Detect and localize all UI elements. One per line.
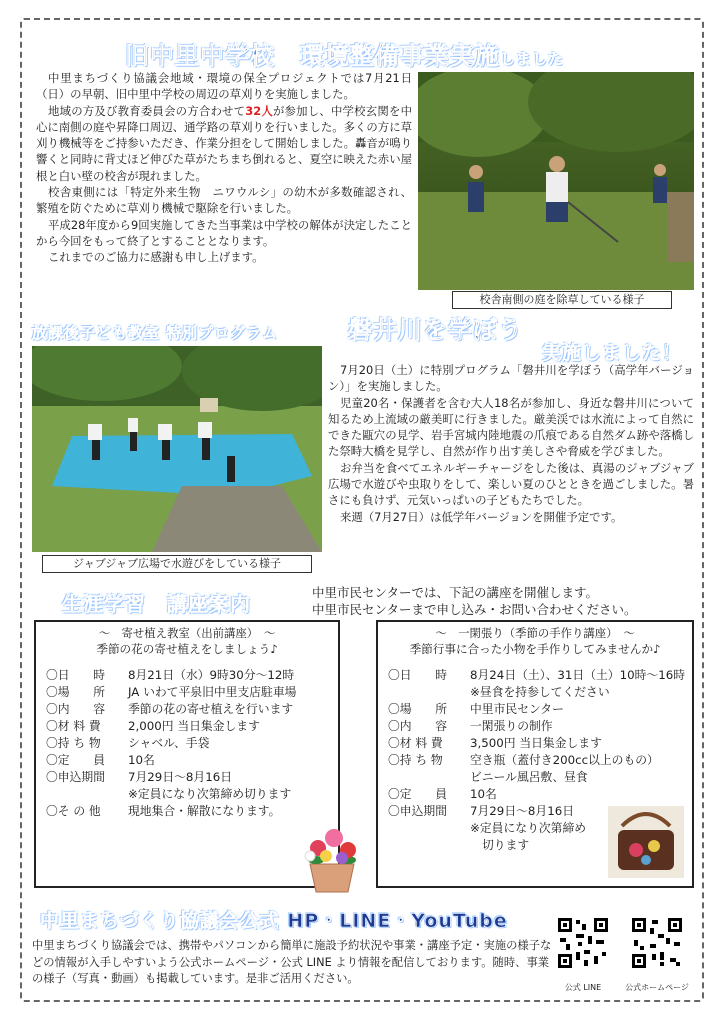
weeding-photo-caption: 校舎南側の庭を除草している様子	[452, 291, 672, 309]
row-key: 〇定 員	[388, 787, 447, 801]
section4-title: 中里まちづくり協議会公式 HP・LINE・YouTube	[40, 910, 508, 932]
row-key: 〇材 料 費	[388, 736, 443, 750]
homepage-qr-label: 公式ホームページ	[625, 983, 689, 992]
course1-subtitle: 季節の花の寄せ植えをしましょう♪	[96, 642, 278, 656]
row-value: シャベル、手袋	[128, 736, 210, 750]
row-value: 空き瓶（蓋付き200cc以上のもの）	[470, 753, 659, 767]
course2-row	[388, 752, 692, 769]
course2-row	[388, 684, 692, 701]
row-key: 〇申込期間	[46, 770, 105, 784]
row-key: 〇内 容	[388, 719, 447, 733]
row-value: 7月29日～8月16日	[470, 804, 575, 818]
course1-details	[36, 667, 338, 820]
section1-paragraph-4: 平成28年度から9回実施してきた当事業は中学校の解体が決定したことから今回をもって終了とすることとなります。	[36, 217, 412, 248]
course1-box	[34, 620, 340, 888]
row-value: 8月24日（土）、31日（土）10時～16時	[470, 668, 686, 682]
course1-row	[46, 735, 338, 752]
section2-paragraph-1: 7月20日（土）に特別プログラム「磐井川を学ぼう（高学年バージョン）」を実施しました。	[328, 363, 694, 394]
course1-deadline-note: ※定員になり次第締め切ります	[128, 787, 292, 801]
section2-title-main: 磐井川を学ぼう	[348, 316, 523, 344]
row-value: 8月21日（水）9時30分～12時	[128, 668, 295, 682]
line-qr-label: 公式 LINE	[564, 983, 602, 992]
row-value: 中里市民センター	[470, 702, 564, 716]
course1-name: ～ 寄せ植え教室（出前講座） ～	[98, 626, 276, 640]
section3-note-1: 中里市民センターでは、下記の講座を開催します。	[312, 585, 599, 600]
row-key: 〇場 所	[46, 685, 105, 699]
row-value: 10名	[470, 787, 497, 801]
section1-paragraph-1: 中里まちづくり協議会地域・環境の保全プロジェクトでは7月21日（日）の早朝、旧中里中学校の周辺の草刈りを実施しました。	[36, 71, 412, 102]
course2-row	[388, 718, 692, 735]
course1-row	[46, 667, 338, 684]
row-key	[388, 684, 470, 701]
row-value: ※昼食を持参してください	[470, 685, 610, 699]
row-value: 一閑張りの制作	[470, 719, 553, 733]
basket-photo	[608, 806, 684, 878]
row-value: JA いわて平泉旧中里支店駐車場	[128, 685, 297, 699]
section1-paragraph-3: 校舎東側には「特定外来生物 ニワウルシ」の幼木が多数確認され、繁殖を防ぐために草刈り機械で駆除を行いました。	[36, 185, 412, 216]
course1-row	[46, 718, 338, 735]
section1-paragraph-5: これまでのご協力に感謝も申し上げます。	[48, 250, 264, 265]
section1-title	[125, 36, 564, 71]
section3-note-2: 中里市民センターまで申し込み・お問い合わせください。	[312, 602, 637, 617]
section2-body	[328, 362, 694, 525]
section1-paragraph-2a: 地域の方及び教育委員会の方合わせて	[48, 103, 246, 118]
water-play-photo	[32, 346, 322, 552]
section2-paragraph-3: お弁当を食べてエネルギーチャージをした後は、真湯のジャブジャブ広場で水遊びや虫取りをして、楽しい夏のひとときを過ごしました。暑さにも負けず、元気いっぱいの子どもたちでした。	[328, 460, 694, 508]
course2-row	[388, 769, 692, 786]
section2-title-done: 実施しました！	[542, 342, 683, 364]
flower-pot-illustration	[296, 820, 368, 896]
row-value: 季節の花の寄せ植えを行います	[128, 702, 294, 716]
row-value: 3,500円 当日集金します	[470, 736, 602, 750]
course2-row	[388, 667, 692, 684]
weeding-photo	[418, 72, 694, 290]
course1-row	[46, 803, 338, 820]
row-value: 7月29日～8月16日	[128, 770, 233, 784]
section4-body: 中里まちづくり協議会では、携帯やパソコンから簡単に施設予約状況や事業・講座予定・実施の様子などの情報が入手しやすいよう公式ホームページ・公式 LINE より情報を配信しております。随時、事業の様子（写真・動画）も掲載しています。是非ご活用ください。	[32, 939, 552, 985]
row-value: 現地集合・解散になります。	[128, 804, 281, 818]
course1-row	[46, 769, 338, 786]
section1-title-text: 旧中里中学校 環境整備事業実施	[125, 42, 500, 70]
section2-paragraph-4: 来週（7月27日）は低学年バージョンを開催予定です。	[340, 509, 623, 524]
row-key: 〇材 料 費	[46, 719, 101, 733]
section1-paragraph-2b: が参加し、中学校玄関を中心に南側の庭や昇降口周辺、通学路の草刈りを行いました。多くの方に草刈り機械等をご持参いただき、作業分担をして開始しました。轟音が鳴り響くと同時に背丈ほど伸びた草がたちまち倒れると、夏空に映えた赤い屋根と白い壁の校舎が現れました。	[36, 103, 412, 183]
row-key: 〇持 ち 物	[46, 736, 101, 750]
row-key: 〇内 容	[46, 702, 105, 716]
row-key: 〇持 ち 物	[388, 753, 443, 767]
row-key	[388, 769, 470, 786]
section2-title-program: 放課後子ども教室 特別プログラム	[32, 324, 279, 342]
participant-count: 32人	[245, 103, 273, 118]
section1-title-suffix: しました	[500, 50, 565, 68]
section3-title: 生涯学習 講座案内	[62, 592, 251, 616]
course2-subtitle: 季節行事に合った小物を手作りしてみませんか♪	[409, 642, 661, 656]
course1-row	[46, 701, 338, 718]
course2-deadline-note-2: 切ります	[482, 838, 530, 852]
course2-name: ～ 一閑張り（季節の手作り講座） ～	[435, 626, 635, 640]
row-key: 〇日 時	[388, 668, 447, 682]
course2-deadline-note: ※定員になり次第締め	[470, 821, 587, 835]
course2-row	[388, 735, 692, 752]
row-key: 〇日 時	[46, 668, 105, 682]
row-key: 〇定 員	[46, 753, 105, 767]
row-key: 〇場 所	[388, 702, 447, 716]
row-key: 〇そ の 他	[46, 804, 101, 818]
row-value: 10名	[128, 753, 155, 767]
course1-row	[46, 684, 338, 701]
section2-paragraph-2: 児童20名・保護者を含む大人18名が参加し、身近な磐井川について知るため上流域の厳美町に行きました。厳美渓では水流によって自然にできた甌穴の見学、岩手宮城内陸地震の爪痕である自然ダム跡や落橋した祭畤大橋を見学し、自然が作り出す美しさや脅威を学びました。	[328, 395, 694, 459]
course2-row	[388, 701, 692, 718]
line-qr-code[interactable]	[556, 916, 610, 970]
course2-row	[388, 786, 692, 803]
water-play-photo-caption: ジャブジャブ広場で水遊びをしている様子	[42, 555, 312, 573]
row-value: 2,000円 当日集金します	[128, 719, 260, 733]
row-value: ビニール風呂敷、昼食	[470, 770, 588, 784]
row-key: 〇申込期間	[388, 804, 447, 818]
course1-row	[46, 752, 338, 769]
homepage-qr-code[interactable]	[630, 916, 684, 970]
section1-body	[36, 70, 412, 266]
